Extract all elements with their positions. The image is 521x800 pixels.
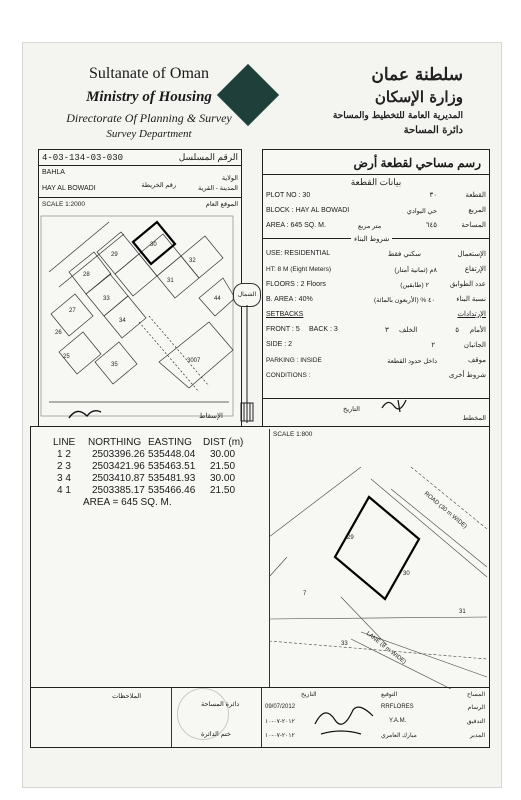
coords-col-northing: NORTHING — [88, 437, 142, 448]
location-signature — [69, 411, 101, 418]
serial-label: الرقم المسلسل — [178, 152, 238, 162]
survey-dept-label: دائرة المساحة — [201, 701, 240, 708]
sultanate-title: Sultanate of Oman — [89, 65, 209, 82]
planner-label: المخطط — [462, 415, 486, 422]
location-scale: SCALE 1:2000 — [42, 201, 86, 208]
setback-side-ar: ٢ — [431, 342, 435, 349]
loc-plot-32: 32 — [189, 258, 196, 264]
building-area-ar-label: نسبة البناء — [456, 296, 486, 303]
loc-plot-26: 26 — [55, 330, 62, 336]
coords-col-line: LINE — [53, 437, 76, 448]
use: USE: RESIDENTIAL — [266, 250, 331, 257]
area-ar-label: المساحة — [461, 222, 486, 229]
arabic-header-line1: سلطنة عمان — [371, 65, 463, 85]
floors: FLOORS : 2 Floors — [266, 281, 326, 288]
footer-date-label: التاريخ — [301, 692, 317, 698]
location-panel — [38, 149, 242, 427]
map-no-label: رقم الخريطة — [141, 182, 176, 189]
floors-ar-label: عدد الطوابق — [449, 281, 486, 288]
footer-date-value: 09/07/2012 — [265, 704, 296, 710]
block-ar: حي البوادي — [406, 208, 437, 215]
ministry-title: Ministry of Housing — [86, 89, 212, 105]
loc-plot-27: 27 — [69, 308, 76, 314]
detail-plot-31: 31 — [459, 609, 466, 615]
setback-back: BACK : 3 — [309, 326, 338, 333]
serial-number: 4-03-134-03-030 — [42, 153, 124, 163]
city-value: HAY AL BOWADI — [42, 185, 96, 192]
coords-row: 4 1 2503385.17 535466.46 21.50 — [57, 485, 236, 496]
detail-plot-33: 33 — [341, 641, 348, 647]
loc-plot-44: 44 — [214, 296, 221, 302]
floors-ar: ٢ (طابقين) — [400, 282, 429, 289]
city-label: المدينة - القرية — [198, 185, 238, 192]
wilayat-label: الولاية — [221, 175, 238, 182]
setback-front-ar-label: الأمام — [469, 327, 486, 334]
checker-label: التدقيق — [466, 719, 485, 725]
coords-area: AREA = 645 SQ. M. — [83, 497, 172, 508]
detail-plot-30: 30 — [403, 571, 410, 577]
detail-panel — [30, 426, 490, 748]
signatures-box — [261, 688, 489, 747]
loc-plot-25: 25 — [63, 354, 70, 360]
location-label: الموقع العام — [205, 201, 238, 208]
area-unit-ar: متر مربع — [358, 223, 382, 230]
use-ar: سكني فقط — [387, 251, 421, 258]
survey-sheet — [22, 42, 502, 788]
loc-plot-31: 31 — [167, 278, 174, 284]
remarks-box — [31, 688, 172, 747]
coords-col-dist: DIST (m) — [203, 437, 244, 448]
arabic-header-line4: دائرة المساحة — [403, 125, 463, 136]
block: BLOCK : HAY AL BOWADI — [266, 207, 350, 214]
remarks-label: الملاحظات — [112, 693, 141, 700]
footer-ref2: ٢٠١٢-٠٧-١٠ — [265, 733, 295, 739]
stamp-box — [171, 688, 262, 747]
location-map — [39, 212, 241, 424]
plot-no: PLOT NO : 30 — [266, 192, 311, 199]
road-label: ROAD (30 m WIDE) — [422, 490, 468, 531]
manager-name: مبارك العامري — [381, 733, 417, 739]
setback-back-ar: ٣ — [385, 327, 389, 334]
parking-ar-label: موقف — [468, 357, 486, 364]
detail-plot-30-outline — [335, 497, 419, 599]
loc-plot-33: 33 — [103, 296, 110, 302]
north-arrow — [237, 305, 257, 425]
plot-data-title: بيانات القطعة — [350, 177, 402, 187]
area: AREA : 645 SQ. M. — [266, 222, 326, 229]
manager-label: المدير — [469, 733, 485, 739]
projection-label: الإسقاط — [199, 413, 223, 420]
height-ar-label: الإرتفاع — [464, 266, 486, 273]
plot-no-ar-label: القطعة — [465, 192, 486, 199]
height: HT: 8 M (Eight Meters) — [266, 266, 332, 273]
north-badge: الشمال — [233, 283, 261, 307]
setback-front: FRONT : 5 — [266, 326, 300, 333]
loc-plot-30: 30 — [150, 242, 157, 248]
coords-col-easting: EASTING — [148, 437, 192, 448]
height-ar: ٨م (ثمانية أمتار) — [394, 267, 437, 274]
block-ar-label: المربع — [468, 207, 486, 214]
area-ar: ٦٤٥ — [425, 222, 437, 229]
stamp-label: ختم الدائرة — [201, 731, 231, 738]
wilayat-value: BAHLA — [42, 169, 65, 176]
department-title: Survey Department — [106, 128, 192, 140]
setbacks: SETBACKS — [266, 311, 304, 318]
checker-name: Y.A.M. — [389, 718, 407, 724]
loc-plot-28: 28 — [83, 272, 90, 278]
planner-date-label: التاريخ — [343, 406, 360, 413]
plot-title-ar: رسم مساحي لقطعة أرض — [353, 156, 481, 170]
plot-no-ar: ٣٠ — [429, 192, 437, 199]
arabic-header-line2: وزارة الإسكان — [374, 88, 463, 106]
loc-plot-35: 35 — [111, 362, 118, 368]
detail-plot-29: 29 — [347, 535, 354, 541]
loc-plot-3007: 3007 — [187, 358, 201, 364]
setback-back-ar-label: الخلف — [399, 327, 418, 334]
setback-side: SIDE : 2 — [266, 341, 293, 348]
use-ar-label: الإستعمال — [457, 251, 486, 258]
footer-signature-scribble — [311, 694, 381, 744]
directorate-title: Directorate Of Planning & Survey — [66, 111, 232, 125]
coords-row: 1 2 2503396.26 535448.04 30.00 — [57, 449, 236, 460]
footer-ref1: ٢٠١٢-٠٧-١٠ — [265, 719, 295, 725]
conditions-ar-label: شروط أخرى — [448, 372, 486, 379]
lane-label: LANE (8 m WIDE) — [364, 630, 407, 666]
draftsman-name: RRFLORES — [381, 704, 414, 710]
draftsman-label: الرسام — [467, 705, 485, 711]
loc-plot-29: 29 — [111, 252, 118, 258]
planner-signature — [378, 396, 418, 414]
loc-plot-34: 34 — [119, 318, 126, 324]
surveyor-label: المساح — [466, 692, 485, 698]
detail-drawing — [31, 427, 489, 689]
setbacks-ar: الإرتدادات — [457, 311, 486, 318]
detail-plot-7: 7 — [303, 591, 307, 597]
coords-row: 2 3 2503421.96 535463.51 21.50 — [57, 461, 236, 472]
conditions: CONDITIONS : — [266, 372, 311, 379]
conditions-title: شروط البناء — [351, 235, 392, 243]
plot-data-panel — [262, 149, 490, 427]
parking-ar: داخل حدود القطعة — [387, 358, 437, 365]
building-area: B. AREA : 40% — [266, 296, 313, 303]
setback-front-ar: ٥ — [455, 327, 459, 334]
setback-side-ar-label: الجانبان — [463, 342, 486, 349]
footer-signature-label: التوقيع — [381, 692, 398, 698]
parking: PARKING : INSIDE — [266, 357, 322, 364]
detail-scale: SCALE 1:800 — [273, 431, 313, 438]
coords-row: 3 4 2503410.87 535481.93 30.00 — [57, 473, 236, 484]
building-area-ar: ٤٠ % (الأربعون بالمائة) — [373, 297, 435, 304]
arabic-header-line3: المديرية العامة للتخطيط والمساحة — [332, 111, 463, 121]
